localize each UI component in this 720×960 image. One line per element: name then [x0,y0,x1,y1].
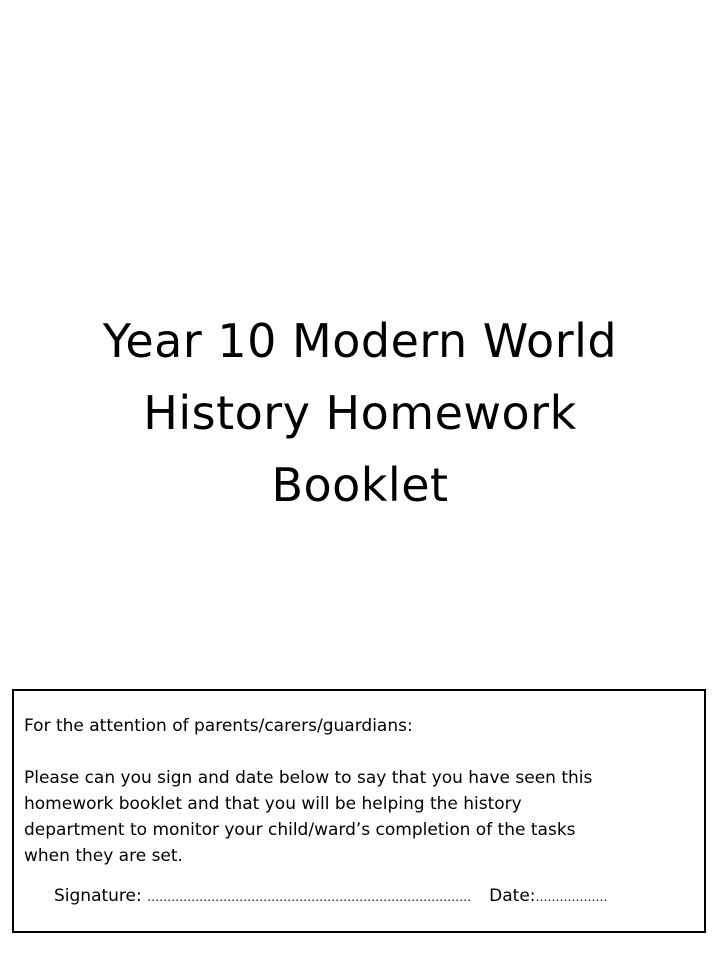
notice-body-line-3: department to monitor your child/ward’s completion of the tasks [24,820,576,840]
notice-heading: For the attention of parents/carers/guardians: [24,716,413,736]
notice-body-line-1: Please can you sign and date below to say that you have seen this [24,768,593,788]
date-label: Date: [489,886,536,906]
title-line-2: History Homework [143,386,577,440]
notice-body [24,765,704,869]
notice-body-line-4: when they are set. [24,846,183,866]
title-line-1: Year 10 Modern World [102,314,618,368]
booklet-title [40,305,680,521]
signature-row [54,883,694,910]
title-line-3: Booklet [271,458,449,512]
signature-line[interactable]: ……………………………………………………………………… [147,890,472,904]
notice-body-line-2: homework booklet and that you will be helping the history [24,794,522,814]
parent-notice-box [12,689,706,933]
date-line[interactable]: ……………… [535,890,608,904]
signature-label: Signature: [54,886,142,906]
